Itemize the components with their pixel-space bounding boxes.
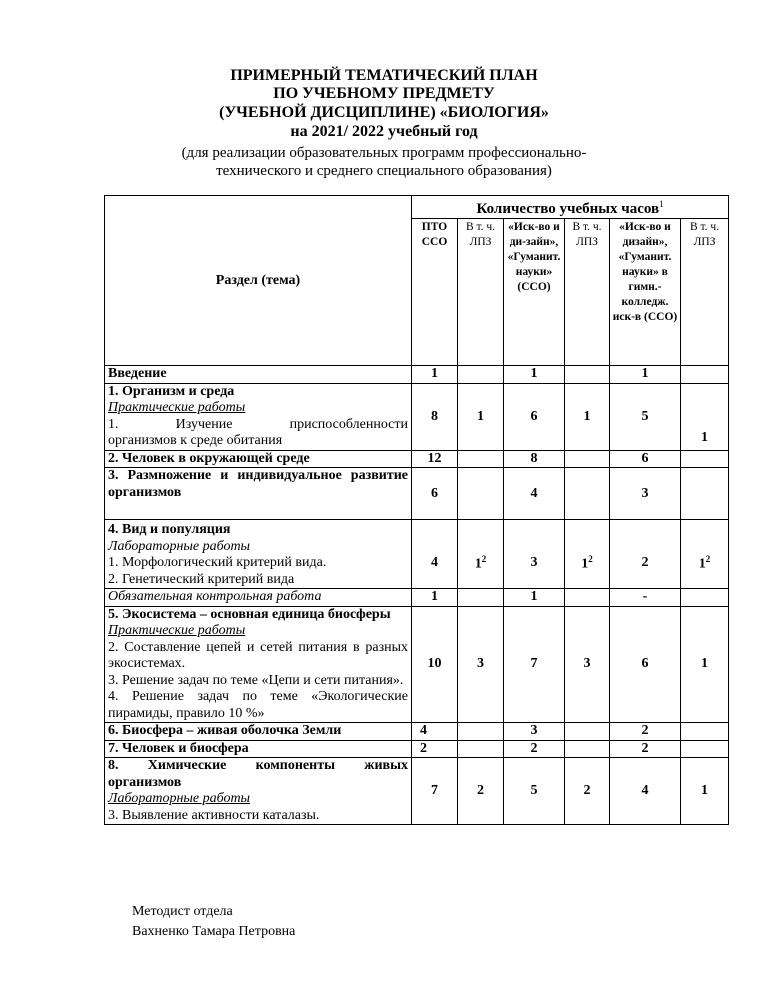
cell: $1^2$ [458,520,504,589]
doc-subtitle-line-1: (для реализации образовательных программ профессионально- [181,145,587,161]
cell: 4 [610,758,681,825]
cell: 2 [610,723,681,741]
cell: 2 [610,740,681,758]
col-header-lpz-3: В т. ч. ЛПЗ [681,219,729,366]
row-item: 4. Решение задач по теме «Экологические пирамиды, правило 10 %» [108,689,408,721]
table-row [105,723,729,741]
cell: 1 [681,383,729,450]
footer-name: Вахненко Тамара Петровна [132,924,296,939]
cell: 6 [412,468,458,520]
cell: 8 [504,450,565,468]
row-item: 3. Выявление активности каталазы. [108,807,320,823]
cell: 2 [565,758,610,825]
row-item: организмов к среде обитания [108,433,283,448]
section-header: Раздел (тема) [105,196,412,366]
cell: 1 [565,383,610,450]
cell: 6 [504,383,565,450]
doc-title-line-1: ПРИМЕРНЫЙ ТЕМАТИЧЕСКИЙ ПЛАН [230,67,538,84]
cell: 2 [458,758,504,825]
cell [681,450,729,468]
cell [565,723,610,741]
cell [458,723,504,741]
table-row [105,366,729,384]
cell [565,740,610,758]
cell: 1 [610,366,681,384]
col-header-art-humanities: «Иск-во и ди-зайн», «Гуманит. науки» (ССО) [504,219,565,366]
row-subtitle: Практические работы [108,623,246,638]
row-item: 2. Составление цепей и сетей питания в разных экосистемах. [108,639,408,671]
cell: 6 [610,450,681,468]
doc-title-line-2: ПО УЧЕБНОМУ ПРЕДМЕТУ [273,85,495,102]
row-cell [105,383,412,450]
row-title: 3. Размножение и индивидуальное развитие организмов [105,468,412,520]
row-item: 2. Генетический критерий вида [108,571,295,587]
thematic-plan-table [104,195,729,825]
row-title: 7. Человек и биосфера [105,740,412,758]
cell: $1^2$ [681,520,729,589]
cell: - [610,589,681,607]
cell: 4 [412,520,458,589]
cell [681,723,729,741]
doc-subtitle-line-2: технического и среднего специального образования) [216,163,552,179]
table-row [105,383,729,450]
cell: 1 [504,589,565,607]
table-row [105,740,729,758]
table-row [105,758,729,825]
table-row [105,589,729,607]
cell [458,740,504,758]
cell: 12 [412,450,458,468]
row-title: 2. Человек в окружающей среде [105,450,412,468]
cell: 7 [504,606,565,723]
cell: 2 [610,520,681,589]
row-subtitle: Лабораторные работы [108,538,251,554]
col-header-lpz-1: В т. ч. ЛПЗ [458,219,504,366]
cell [565,450,610,468]
cell [681,468,729,520]
cell [458,468,504,520]
table-row [105,520,729,589]
row-item: 3. Решение задач по теме «Цепи и сети питания». [108,672,404,688]
row-title-cont: организмов [108,774,182,790]
cell: 5 [610,383,681,450]
row-title: Введение [105,366,412,384]
row-title: 4. Вид и популяция [108,522,231,537]
cell: 4 [504,468,565,520]
row-cell [105,606,412,723]
cell: 1 [412,589,458,607]
row-cell [105,758,412,825]
cell: 10 [412,606,458,723]
row-subtitle: Практические работы [108,400,246,415]
cell: 3 [458,606,504,723]
row-title: 6. Биосфера – живая оболочка Земли [105,723,412,741]
cell [565,366,610,384]
cell: 4 [412,723,458,741]
row-cell [105,520,412,589]
cell [565,468,610,520]
cell: 1 [504,366,565,384]
cell: 1 [681,758,729,825]
row-item: 1. Изучение приспособленности [108,416,408,432]
col-header-art-college: «Иск-во и дизайн», «Гуманит. науки» в гимн.-колледж. иск-в (ССО) [610,219,681,366]
cell: 7 [412,758,458,825]
row-title: 8. Химические компоненты живых [108,758,408,773]
cell [681,589,729,607]
cell: 1 [681,606,729,723]
cell: 2 [504,740,565,758]
cell: 6 [610,606,681,723]
cell: 3 [504,520,565,589]
cell: 8 [412,383,458,450]
cell [458,450,504,468]
cell: 1 [412,366,458,384]
doc-title-line-3: (УЧЕБНОЙ ДИСЦИПЛИНЕ) «БИОЛОГИЯ» [219,104,549,121]
cell [565,589,610,607]
cell: 3 [504,723,565,741]
col-header-lpz-2: В т. ч. ЛПЗ [565,219,610,366]
cell [681,740,729,758]
doc-title-line-4: на 2021/ 2022 учебный год [290,123,478,140]
row-item: 1. Морфологический критерий вида. [108,555,327,570]
table-row [105,606,729,723]
row-title: 1. Организм и среда [108,383,235,399]
row-title: Обязательная контрольная работа [105,589,412,607]
footer-position: Методист отдела [132,904,233,919]
cell [458,589,504,607]
col-header-pto: ПТО ССО [412,219,458,366]
cell [681,366,729,384]
cell [458,366,504,384]
cell: 5 [504,758,565,825]
table-row [105,468,729,520]
cell: 2 [412,740,458,758]
cell: 3 [565,606,610,723]
table-row [105,450,729,468]
cell: 1 [458,383,504,450]
row-subtitle: Лабораторные работы [108,791,251,806]
cell: $1^2$ [565,520,610,589]
hours-header: Количество учебных часов$^1$ [412,196,729,219]
row-title: 5. Экосистема – основная единица биосферы [108,606,391,622]
cell: 3 [610,468,681,520]
